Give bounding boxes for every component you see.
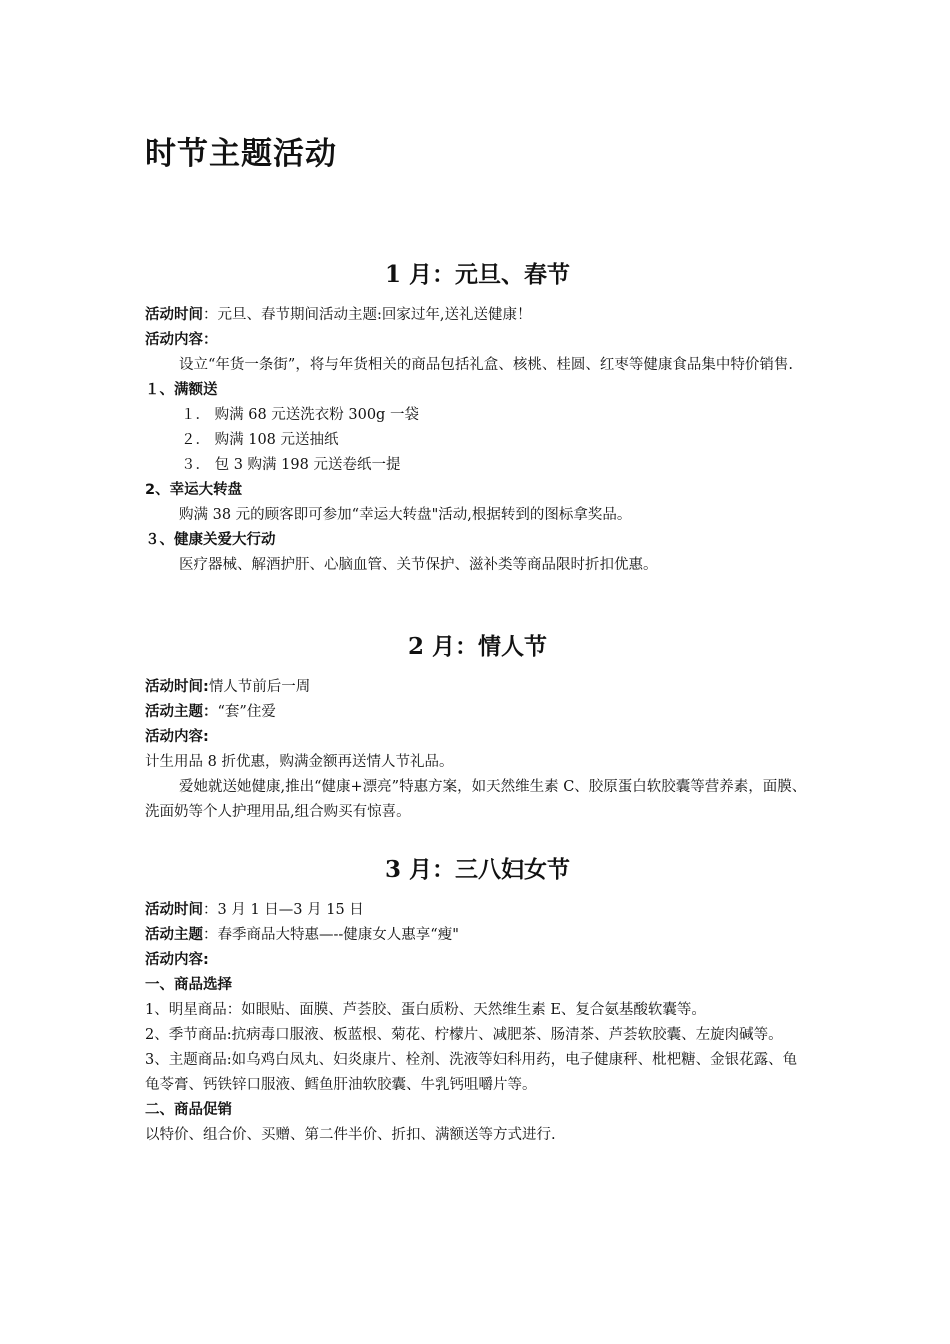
- activity-time-line: [145, 303, 810, 328]
- content-label: 活动内容:: [145, 729, 209, 745]
- content-line: 计生用品 8 折优惠，购满金额再送情人节礼品。: [145, 754, 454, 770]
- subsection-text: 以特价、组合价、买赠、第二件半价、折扣、满额送等方式进行.: [145, 1127, 556, 1143]
- section-heading: 2 月：情人节: [407, 633, 547, 660]
- content-label: 活动内容：: [145, 332, 218, 348]
- list-item: 3、主题商品:如乌鸡白凤丸、妇炎康片、栓剂、洗液等妇科用药，电子健康秤、枇杷糖、金银花露、龟龟苓膏、钙铁锌口服液、鳕鱼肝油软胶囊、牛乳钙咀嚼片等。: [145, 1052, 798, 1093]
- subsection-title: 二、商品促销: [145, 1102, 232, 1118]
- label: 活动时间: [145, 902, 203, 918]
- intro-paragraph: 设立“年货一条街”，将与年货相关的商品包括礼盒、核桃、桂圆、红枣等健康食品集中特价销售.: [179, 357, 793, 373]
- content-label: 活动内容:: [145, 952, 209, 968]
- value: ：元旦、春节期间活动主题:回家过年,送礼送健康！: [203, 307, 532, 323]
- content-paragraph: 爱她就送她健康,推出“健康+漂亮”特惠方案，如天然维生素 C、胶原蛋白软胶囊等营养素，面膜、洗面奶等个人护理用品,组合购买有惊喜。: [145, 779, 807, 820]
- activity-theme-line: [145, 700, 810, 725]
- activity-theme-line: [145, 923, 810, 948]
- list-text: 购满 38 元的顾客即可参加“幸运大转盘"活动,根据转到的图标拿奖品。: [179, 507, 632, 523]
- list-item: １． 购满 68 元送洗衣粉 300g 一袋: [181, 407, 419, 423]
- subsection-title: 一、商品选择: [145, 977, 232, 993]
- label: 活动主题: [145, 927, 203, 943]
- list-title: 2、幸运大转盘: [145, 482, 243, 498]
- list-item: ２． 购满 108 元送抽纸: [181, 432, 339, 448]
- value: ：3 月 1 日—3 月 15 日: [203, 902, 364, 918]
- activity-time-line: [145, 898, 810, 923]
- document-title: 时节主题活动: [145, 136, 337, 172]
- value: “套”住爱: [217, 704, 276, 720]
- section-february: [145, 627, 810, 825]
- label: 活动时间:: [145, 679, 209, 695]
- list-title: １、满额送: [145, 382, 218, 398]
- label: 活动主题：: [145, 704, 218, 720]
- list-item: 2、季节商品:抗病毒口服液、板蓝根、菊花、柠檬片、减肥茶、肠清茶、芦荟软胶囊、左旋肉碱等。: [145, 1027, 783, 1043]
- label: 活动时间: [145, 307, 203, 323]
- section-march: [145, 850, 810, 1148]
- section-january: [145, 255, 810, 578]
- list-item: 1、明星商品：如眼贴、面膜、芦荟胶、蛋白质粉、天然维生素 E、复合氨基酸软囊等。: [145, 1002, 706, 1018]
- list-item: ３． 包 3 购满 198 元送卷纸一提: [181, 457, 401, 473]
- value: 情人节前后一周: [208, 679, 311, 695]
- value: ：春季商品大特惠—--健康女人惠享“瘦": [203, 927, 459, 943]
- activity-time-line: [145, 675, 810, 700]
- list-text: 医疗器械、解酒护肝、心脑血管、关节保护、滋补类等商品限时折扣优惠。: [179, 557, 658, 573]
- section-heading: 3 月：三八妇女节: [384, 856, 570, 883]
- section-heading: 1 月：元旦、春节: [384, 261, 570, 288]
- list-title: ３、健康关爱大行动: [145, 532, 276, 548]
